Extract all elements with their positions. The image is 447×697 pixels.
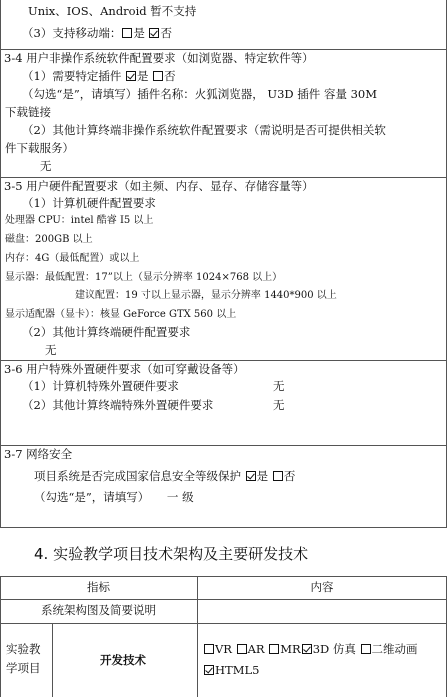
table-top-border: [0, 576, 447, 577]
vr-label: VR: [215, 642, 232, 656]
other-software-line-a: （2）其他计算终端非操作系统软件配置要求（需说明是否可提供相关软: [22, 123, 386, 137]
special-hw-answer: 无: [273, 379, 285, 393]
security-protection-line: [34, 470, 295, 484]
mobile-support-line: [22, 27, 172, 41]
3d-sim-label: 3D 仿真: [312, 642, 356, 656]
disk-requirement: 磁盘：200GB 以上: [5, 234, 93, 245]
other-hw-label: （2）其他计算终端硬件配置要求: [22, 325, 191, 339]
tech-options-line-1: [203, 643, 418, 657]
table-row-architecture: 系统架构图及简要说明: [41, 603, 156, 617]
ar-checkbox[interactable]: [237, 644, 247, 654]
section-3-bottom-border: [0, 527, 447, 528]
security-yes-label: 是: [256, 469, 269, 483]
divider-3-6: [0, 360, 447, 361]
frame-left: [0, 0, 1, 528]
other-software-answer: 无: [40, 159, 52, 173]
vr-checkbox[interactable]: [204, 644, 214, 654]
divider-3-5: [0, 177, 447, 178]
section-3-7-title: 3-7 网络安全: [4, 447, 73, 461]
section-3-6-title: 3-6 用户特殊外置硬件要求（如可穿戴设备等）: [4, 362, 245, 376]
table-row-project-b: 学项目: [6, 661, 41, 675]
security-yes-checkbox[interactable]: [246, 471, 256, 481]
table-inner-divider: [52, 623, 53, 697]
special-hw-label: （1）计算机特殊外置硬件要求: [22, 379, 179, 393]
unsupported-os-line: Unix、IOS、Android 暂不支持: [28, 4, 197, 18]
table-header-content: 内容: [310, 580, 334, 594]
mobile-support-label: （3）支持移动端：: [22, 26, 122, 40]
2d-animation-label: 二维动画: [371, 642, 418, 656]
plugin-yes-checkbox[interactable]: [126, 71, 136, 81]
security-level-value: 一 级: [166, 490, 194, 504]
table-header-indicator: 指标: [87, 580, 110, 594]
other-software-line-b: 件下载服务）: [5, 141, 74, 155]
plugin-no-label: 否: [164, 69, 176, 83]
section-4-heading: 4. 实验教学项目技术架构及主要研发技术: [34, 545, 309, 563]
mobile-no-checkbox[interactable]: [149, 28, 159, 38]
section-3-5-title: 3-5 用户硬件配置要求（如主频、内存、显存、存储容量等）: [4, 179, 314, 193]
memory-requirement: 内存：4G（最低配置）或以上: [5, 253, 140, 264]
security-note-label: （勾选“是”，请填写）: [34, 490, 150, 504]
mobile-no-label: 否: [160, 26, 172, 40]
plugin-yes-label: 是: [136, 69, 149, 83]
plugin-download-link-label: 下载链接: [5, 105, 51, 119]
table-row-divider: [0, 623, 447, 624]
plugin-no-checkbox[interactable]: [153, 71, 163, 81]
security-protection-label: 项目系统是否完成国家信息安全等级保护: [34, 469, 241, 483]
other-hw-answer: 无: [45, 343, 57, 357]
tech-options-line-2: [203, 664, 259, 678]
2d-animation-checkbox[interactable]: [361, 644, 371, 654]
display-recommended: 建议配置：19 寸以上显示器，显示分辨率 1440*900 以上: [75, 290, 337, 301]
dev-tech-label: 开发技术: [100, 653, 146, 667]
ar-label: AR: [247, 642, 265, 656]
mr-checkbox[interactable]: [269, 644, 279, 654]
3d-sim-checkbox[interactable]: [302, 644, 312, 654]
html5-checkbox[interactable]: [204, 665, 214, 675]
plugin-required-label: （1）需要特定插件: [22, 69, 122, 83]
security-no-checkbox[interactable]: [273, 471, 283, 481]
other-special-hw-label: （2）其他计算终端特殊外置硬件要求: [22, 398, 214, 412]
gpu-requirement: 显示适配器（显卡）：核显 GeForce GTX 560 以上: [5, 309, 237, 320]
cpu-requirement: 处理器 CPU：intel 酷睿 I5 以上: [5, 215, 154, 226]
security-no-label: 否: [283, 469, 296, 483]
security-level-line: [34, 491, 194, 505]
mr-label: MR: [280, 642, 301, 656]
table-header-divider: [0, 599, 447, 600]
display-min-requirement: 显示器：最低配置：17”以上（显示分辨率 1024×768 以上）: [5, 272, 283, 283]
plugin-required-line: [22, 70, 176, 84]
mobile-yes-label: 是: [133, 26, 145, 40]
html5-label: HTML5: [215, 663, 260, 677]
table-row-project-a: 实验教: [6, 642, 41, 656]
divider-3-4: [0, 49, 447, 50]
computer-hw-label: （1）计算机硬件配置要求: [22, 196, 156, 210]
mobile-yes-checkbox[interactable]: [122, 28, 132, 38]
section-3-4-title: 3-4 用户非操作系统软件配置要求（如浏览器、特定软件等）: [4, 51, 314, 65]
other-special-hw-answer: 无: [273, 398, 285, 412]
plugin-note-line: （勾选“是”，请填写）插件名称：火狐浏览器， U3D 插件 容量 30M: [22, 87, 378, 101]
divider-3-7: [0, 445, 447, 446]
